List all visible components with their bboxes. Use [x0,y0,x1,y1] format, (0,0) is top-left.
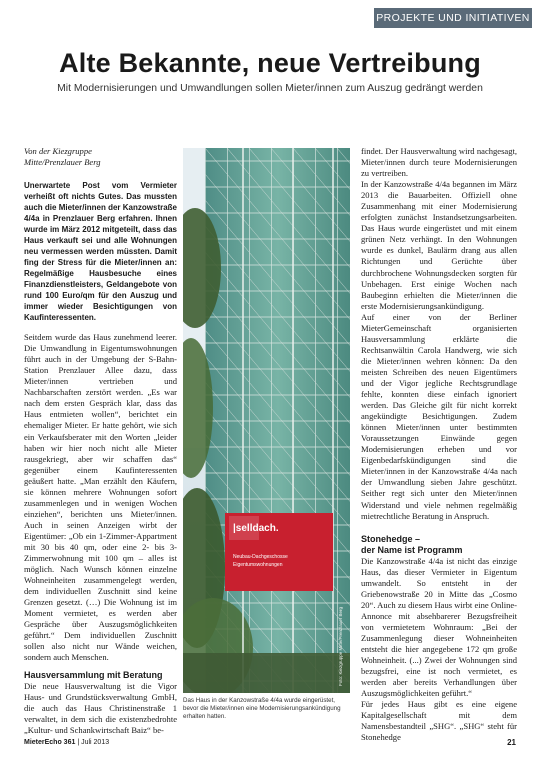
photo-credit: Foto: Kiezgruppe Mitte/Prenzlauer Berg [338,606,343,686]
banner-brand: |selldach. [233,523,279,534]
right-column [361,146,517,743]
page-number: 21 [507,738,516,747]
footer-issue: MieterEcho 361 | Juli 2013 [24,739,110,746]
photo-caption: Das Haus in der Kanzowstraße 4/4a wurde eingerüstet, bevor die Mieter/innen eine Modernisierungsankündigung erhalten hatten. [183,697,341,720]
headline: Alte Bekannte, neue Vertreibung [59,48,481,78]
author-line: Mitte/Prenzlauer Berg [24,157,101,168]
body-paragraph: Auf einer von der Berliner MieterGemeinschaft organisierten Hausversammlung erklärte die Rechtsanwältin Carola Handwerg, wie sich die Mieter/innen wehren können: Da den meisten Schreiben des neuen Eigentümers und der Vigor jegliche Rechtsgrundlage fehlte, konnten diese einfach ignoriert werden. Das Gleiche gilt für nicht korrekt angekündigte Besichtigungen. Zudem können Mieter/innen unter bestimmten Voraussetzungen Einwände gegen Modernisierungen erheben und vor Eigenbedarfskündigungen sind die Mieter/innen in der Kanzowstraße 4/4a nach der Umwandlung sieben Jahre geschützt. Seither regt sich unter den Mieter/innen Widerstand und viele nehmen regelmäßig mietrechtliche Beratung in Anspruch. [361,311,517,521]
intro-paragraph: Unerwartete Post vom Vermieter verheißt oft nichts Gutes. Das mussten auch die Mieter/innen der Kanzowstraße 4/4a in Prenzlauer Berg erfahren. Ihnen wurde im März 2012 mitgeteilt, dass das Haus verkauft sei und alle Wohnungen neu vermessen werden müssten. Damit fing der Stress für die Mieter/innen an: Regelmäßige Hausbesuche eines Finanzdienstleisters, Geldangebote von rund 100 Euro/qm für den Auszug und immer wieder Besichtigungen von Kaufinteressenten. [24,181,177,323]
banner-line: Neubau-Dachgeschosse [233,554,288,560]
building-photo [183,148,350,693]
subline: Mit Modernisierungen und Umwandlungen sollen Mieter/innen zum Auszug gedrängt werden [57,83,483,94]
body-paragraph: Für jedes Haus gibt es eine eigene Kapitalgesellschaft mit dem Namensbestandteil „SHG“. „SHG“ steht für Stonehedge [361,699,517,743]
body-paragraph: Die neue Hausverwaltung ist die Vigor Haus- und Grundstücksverwaltung GmbH, die auch das Haus Christinenstraße 1 verwaltet, in dem sich die existenzbedrohte „Kultur- und Schankwirtschaft Baiz“ be- [24,680,177,735]
subheading-line: Stonehedge – [361,533,421,544]
body-paragraph: Seitdem wurde das Haus zunehmend leerer. Die Umwandlung in Eigentumswohnungen führt auch in der Umgebung der S-Bahn-Station Prenzlauer Allee dazu, dass Mieter/innen vertrieben und Nachbarschaften zerstört werden. „Es war nach dem ersten Gespräch klar, dass das Haus entmieten wollen“, berichtet ein ehemaliger Mieter. Er hatte gehört, wie sich ein Verkaufsberater mit den Worten „leider haben wir hier noch nicht alle Mieter rausgekriegt, aber wir schaffen das“ gegenüber einem Kaufinteressenten geäußert hatte. „Man erzählt den Käufern, sie können mehrere Wohnungen sofort zusammenlegen und in wenigen Wochen einziehen“, berichten uns Mieter/innen. Auch in seinen Anzeigen wirbt der Eigentümer: „Ob ein 1-Zimmer-Appartment mit 30 bis 40 qm, oder eine 2- bis 3-Zimmerwohnung mit 100 qm – alles ist möglich. Nach Wunsch können einzelne Wohneinheiten zusammengelegt werden, dem individuellen Zuschnitt sind keine Grenzen gesetzt. (…) Die Wohnung ist im Moment vermietet, es werden aber Gespräche über Auszugsmöglichkeiten geführt.“ Dem individuellen Zuschnitt sollen also nicht nur Wände weichen, sondern auch Menschen. [24,332,177,663]
author-line: Von der Kiezgruppe [24,146,92,156]
section-tag: PROJEKTE UND INITIATIVEN [374,8,532,28]
body-paragraph: findet. Der Hausverwaltung wird nachgesagt, Mieter/innen durch teure Modernisierungen zu vertreiben. [361,146,517,179]
author-byline [24,146,177,168]
subheading-hausversammlung: Hausversammlung mit Beratung [24,669,163,680]
body-paragraph: Die Kanzowstraße 4/4a ist nicht das einzige Haus, das dieser Vermieter in Eigentum umwandelt. So entsteht in der Griebenowstraße 20 in Mitte das „Cosmo 20“. Auch zu diesem Haus wirbt eine Online-Annonce mit absehbarerer Bezugsfreiheit von vermietetem Wohnraum: „Bei der Zusammenlegung dieser Wohneinheiten entsteht die hier angegebene 172 qm große Wohneinheit. (...) Zwei der Wohnungen sind bezugsfrei, eine ist noch vermietet, es werden aber bereits Verhandlungen über Auszugsmöglichkeiten geführt.“ [361,555,517,699]
left-column [24,146,177,736]
magazine-name: MieterEcho 361 [24,739,76,746]
subheading-stonehedge [361,534,517,556]
subheading-line: der Name ist Programm [361,544,463,555]
body-paragraph: In der Kanzowstraße 4/4a begannen im März 2013 die Bauarbeiten. Offiziell ohne Zusammenhang mit einer Modernisierung erfolgten zunächst Instandsetzungsarbeiten. Das Haus wurde eingerüstet und mit einem grünen Netz verhängt. In den Wohnungen wurde es dunkel, Baulärm drang aus allen Richtungen und Gerüchte über durchbrochene Wohnungsdecken sorgten für Unbehagen. Erst einige Wochen nach Baubeginn erhielten die Mieter/innen die erste Modernisierungsankündigung. [361,179,517,311]
issue-date: Juli 2013 [81,739,110,746]
banner-line: Eigentumswohnungen [233,562,283,568]
